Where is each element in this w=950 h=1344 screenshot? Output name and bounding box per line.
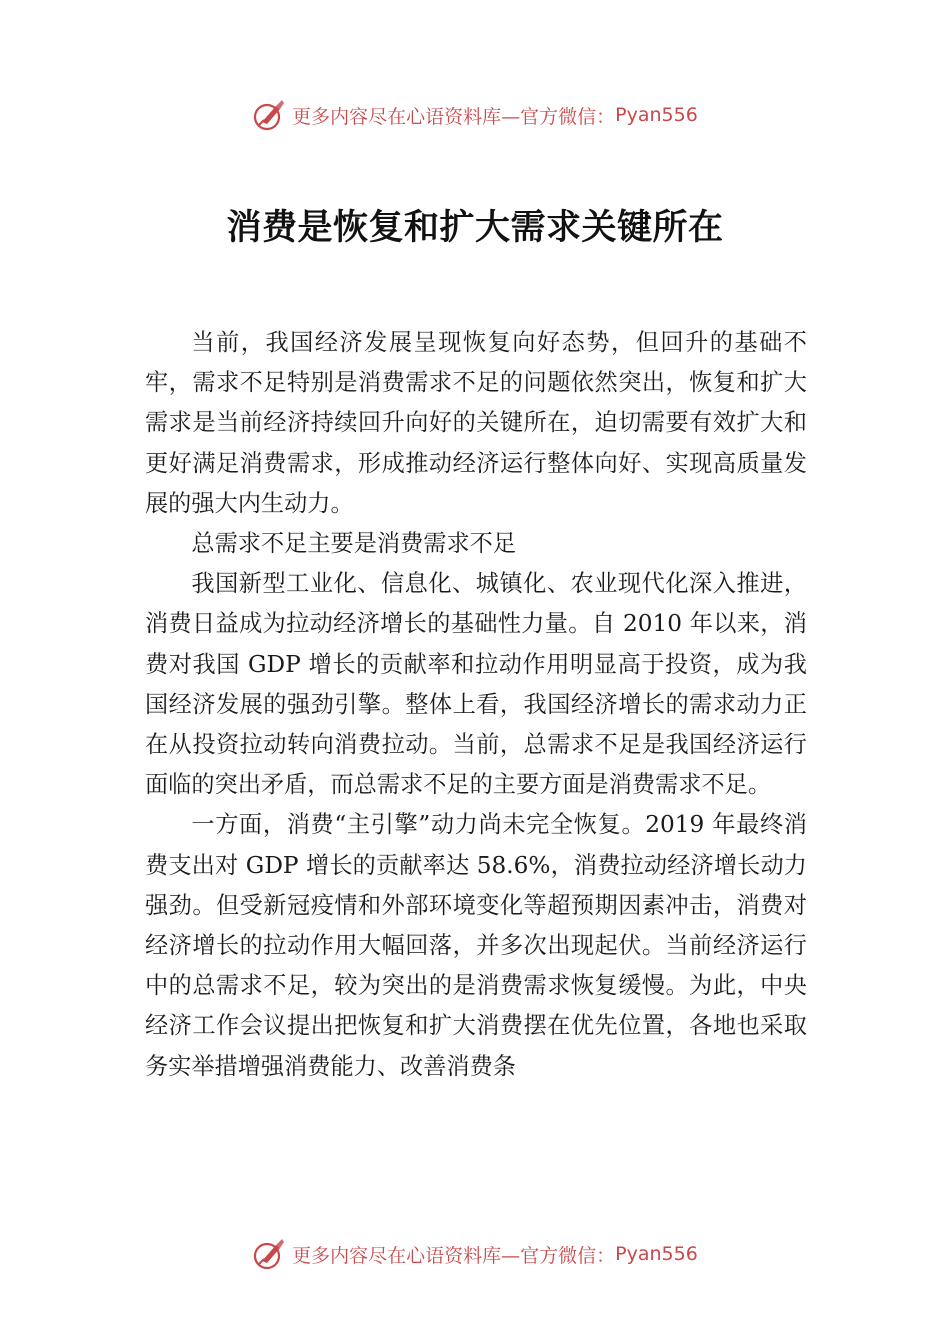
header-banner-text: 更多内容尽在心语资料库—官方微信： xyxy=(292,105,616,128)
paragraph-1: 当前，我国经济发展呈现恢复向好态势，但回升的基础不牢，需求不足特别是消费需求不足的问题依然突出，恢复和扩大需求是当前经济持续回升向好的关键所在，迫切需要有效扩大和更好满足消费需求，形成推动经济运行整体向好、实现高质量发展的强大内生动力。 xyxy=(145,329,807,517)
pen-logo-icon xyxy=(252,1237,286,1271)
pen-logo-icon xyxy=(252,98,286,132)
header-wechat-id: Pyan556 xyxy=(615,104,698,126)
paragraph-2: 我国新型工业化、信息化、城镇化、农业现代化深入推进，消费日益成为拉动经济增长的基础性力量。自 2010 年以来，消费对我国 GDP 增长的贡献率和拉动作用明显高于投资，成为我国经济发展的强劲引擎。整体上看，我国经济增长的需求动力正在从投资拉动转向消费拉动。当前，总需求不足是我国经济运行面临的突出矛盾，而总需求不足的主要方面是消费需求不足。 xyxy=(145,570,807,799)
footer-banner-text: 更多内容尽在心语资料库—官方微信： xyxy=(292,1244,616,1267)
document-body xyxy=(145,323,807,1087)
paragraph-3: 一方面，消费“主引擎”动力尚未完全恢复。2019 年最终消费支出对 GDP 增长的贡献率达 58.6%，消费拉动经济增长动力强劲。但受新冠疫情和外部环境变化等超预期因素冲击，消费对经济增长的拉动作用大幅回落，并多次出现起伏。当前经济运行中的总需求不足，较为突出的是消费需求恢复缓慢。为此，中央经济工作会议提出把恢复和扩大消费摆在优先位置，各地也采取务实举措增强消费能力、改善消费条 xyxy=(145,811,807,1080)
header-banner xyxy=(0,95,950,135)
document-title: 消费是恢复和扩大需求关键所在 xyxy=(226,207,724,248)
footer-banner xyxy=(0,1234,950,1274)
footer-wechat-id: Pyan556 xyxy=(615,1243,698,1265)
section-heading: 总需求不足主要是消费需求不足 xyxy=(191,530,517,558)
